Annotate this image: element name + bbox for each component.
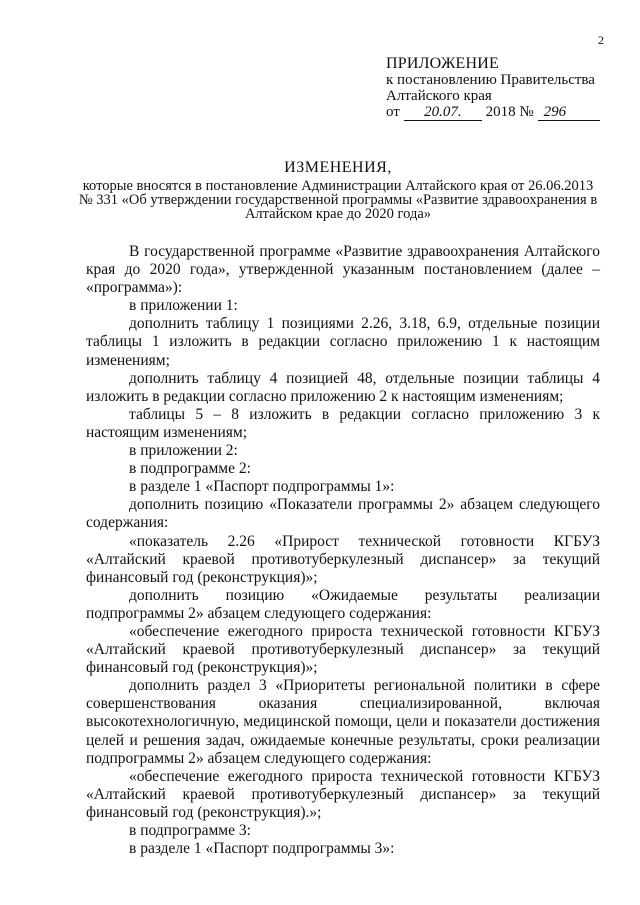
paragraph: дополнить таблицу 4 позицией 48, отдельные позиции таблицы 4 изложить в редакции согласно приложению 2 к настоящим изменениям; (86, 369, 600, 405)
document-subtitle: которые вносятся в постановление Администрации Алтайского края от 26.06.2013 № 331 «Об утверждении государственной программы «Развитие здравоохранения в Алтайском крае до 2020 года» (78, 178, 598, 222)
paragraph: в приложении 2: (129, 442, 238, 460)
paragraph: в разделе 1 «Паспорт подпрограммы 1»: (129, 478, 395, 496)
paragraph: дополнить таблицу 1 позициями 2.26, 3.18, 6.9, отдельные позиции таблицы 1 изложить в редакции согласно приложению 1 к настоящим изменениям; (86, 315, 600, 369)
paragraph: дополнить позицию «Показатели программы 2» абзацем следующего содержания: (86, 496, 600, 532)
appendix-date-line (386, 104, 600, 121)
appendix-line-2: Алтайского края (386, 88, 492, 104)
paragraph: «обеспечение ежегодного прироста технической готовности КГБУЗ «Алтайский краевой противотуберкулезный диспансер» за текущий финансовый год (реконструкция).»; (86, 767, 600, 821)
date-prefix: от (386, 104, 400, 120)
paragraph: В государственной программе «Развитие здравоохранения Алтайского края до 2020 года», утвержденной указанным постановлением (далее – «программа»): (86, 243, 600, 297)
document-body (86, 243, 600, 858)
appendix-header (386, 56, 600, 121)
document-title-block (78, 159, 598, 221)
resolution-year: 2018 (485, 104, 516, 120)
resolution-date: 20.07. (404, 104, 482, 121)
paragraph: дополнить раздел 3 «Приоритеты региональной политики в сфере совершенствования оказания специализированной, включая высокотехнологичную, медицинской помощи, цели и показатели достижения целей и решения задач, ожидаемые конечные результаты, сроки реализации подпрограммы 2» абзацем следующего содержания: (86, 677, 600, 767)
page-number: 2 (598, 33, 604, 47)
paragraph: «обеспечение ежегодного прироста технической готовности КГБУЗ «Алтайский краевой противотуберкулезный диспансер» за текущий финансовый год (реконструкция)»; (86, 622, 600, 677)
paragraph: «показатель 2.26 «Прирост технической готовности КГБУЗ «Алтайский краевой противотуберкулезный диспансер» за текущий финансовый год (реконструкция)»; (86, 532, 600, 586)
number-prefix: № (519, 104, 534, 120)
appendix-title: ПРИЛОЖЕНИЕ (386, 55, 500, 72)
resolution-number: 296 (538, 104, 600, 121)
paragraph: в разделе 1 «Паспорт подпрограммы 3»: (129, 840, 395, 858)
appendix-line-1: к постановлению Правительства (386, 72, 595, 88)
paragraph: таблицы 5 – 8 изложить в редакции согласно приложению 3 к настоящим изменениям; (86, 405, 600, 441)
paragraph: в подпрограмме 2: (129, 460, 251, 478)
paragraph: дополнить позицию «Ожидаемые результаты реализации подпрограммы 2» абзацем следующего содержания: (86, 586, 600, 622)
document-title: ИЗМЕНЕНИЯ, (284, 159, 392, 176)
paragraph: в приложении 1: (129, 297, 238, 315)
paragraph: в подпрограмме 3: (129, 822, 251, 839)
